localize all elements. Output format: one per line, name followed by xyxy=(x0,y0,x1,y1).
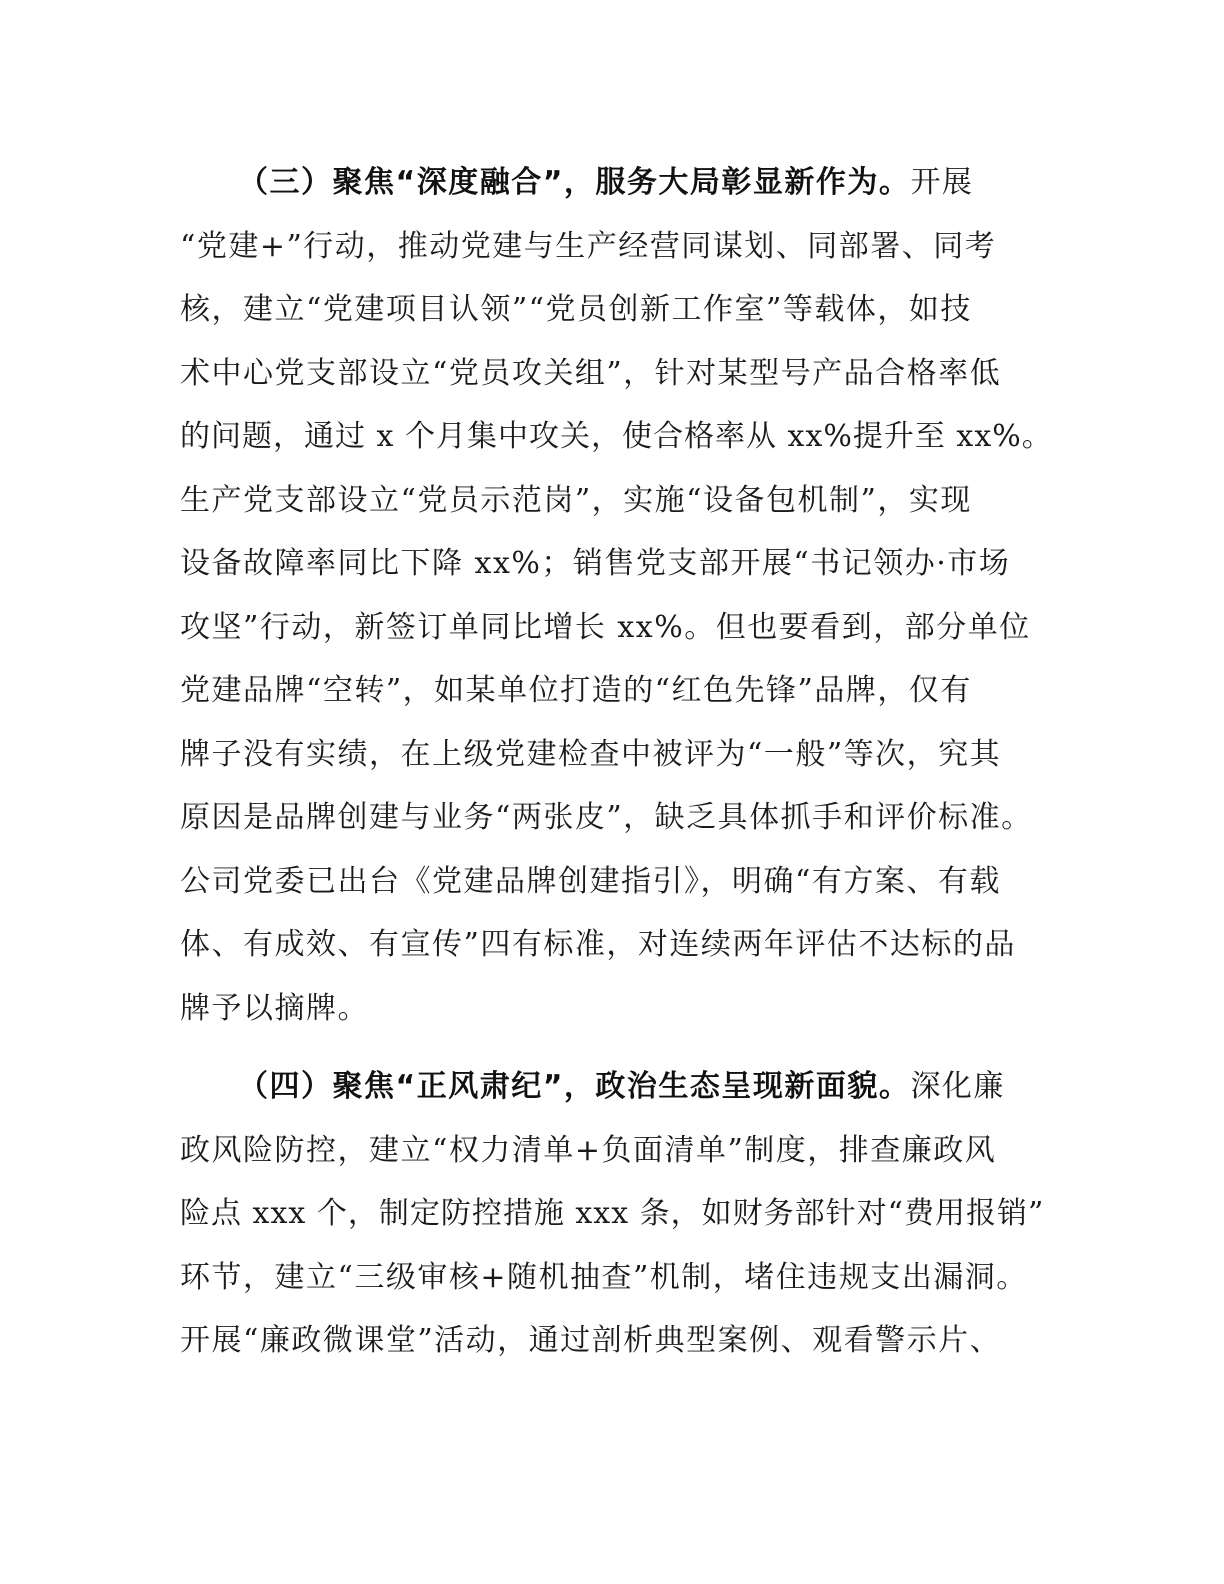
body-line: 牌予以摘牌。 xyxy=(180,990,369,1026)
body-line: 的问题，通过 x 个月集中攻关，使合格率从 xx%提升至 xx%。 xyxy=(180,419,1053,454)
paragraph-first-line xyxy=(180,1059,1060,1123)
body-line: 体、有成效、有宣传”四有标准，对连续两年评估不达标的品 xyxy=(180,927,1016,962)
paragraph-section-4 xyxy=(180,1059,1060,1377)
body-text: 深化廉 xyxy=(910,1069,1005,1104)
paragraph-section-3 xyxy=(180,155,1060,1044)
body-line: 开展“廉政微课堂”活动，通过剖析典型案例、观看警示片、 xyxy=(180,1323,1002,1358)
section-heading: （四）聚焦“正风肃纪”，政治生态呈现新面貌。 xyxy=(238,1069,911,1104)
body-text: 开展 xyxy=(910,165,974,200)
body-line: 原因是品牌创建与业务“两张皮”，缺乏具体抓手和评价标准。 xyxy=(180,800,1033,835)
section-heading: （三）聚焦“深度融合”，服务大局彰显新作为。 xyxy=(238,165,911,200)
paragraph-first-line xyxy=(180,155,1060,219)
body-line: 核，建立“党建项目认领”“党员创新工作室”等载体，如技 xyxy=(180,292,972,327)
body-line: 牌子没有实绩，在上级党建检查中被评为“一般”等次，究其 xyxy=(180,736,1002,772)
body-line: 险点 xxx 个，制定防控措施 xxx 条，如财务部针对“费用报销” xyxy=(180,1196,1045,1231)
body-line: 政风险防控，建立“权力清单+负面清单”制度，排查廉政风 xyxy=(180,1132,997,1168)
body-line: 环节，建立“三级审核+随机抽查”机制，堵住违规支出漏洞。 xyxy=(180,1259,1028,1295)
body-line: 党建品牌“空转”，如某单位打造的“红色先锋”品牌，仅有 xyxy=(180,673,972,708)
body-line: 公司党委已出台《党建品牌创建指引》，明确“有方案、有载 xyxy=(180,863,1001,899)
body-line: 术中心党支部设立“党员攻关组”，针对某型号产品合格率低 xyxy=(180,355,1002,391)
body-line: 设备故障率同比下降 xx%；销售党支部开展“书记领办·市场 xyxy=(180,546,1011,581)
body-line: 生产党支部设立“党员示范岗”，实施“设备包机制”，实现 xyxy=(180,482,972,518)
body-line: 攻坚”行动，新签订单同比增长 xx%。但也要看到，部分单位 xyxy=(180,609,1031,645)
body-line: “党建+”行动，推动党建与生产经营同谋划、同部署、同考 xyxy=(180,228,997,264)
